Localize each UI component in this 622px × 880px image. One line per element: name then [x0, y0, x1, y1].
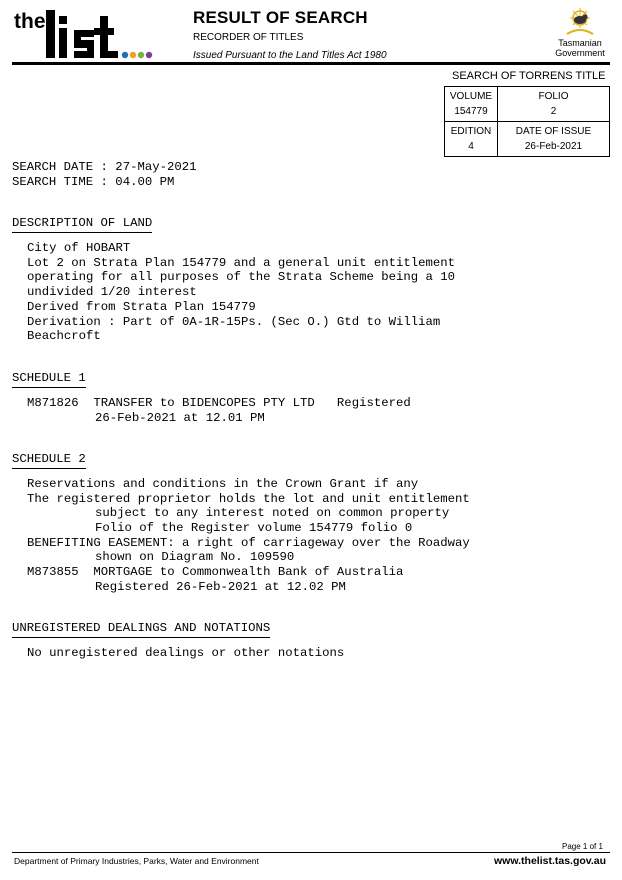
description-line: City of HOBART [27, 241, 131, 255]
edition-label: EDITION [450, 126, 492, 137]
volume-label: VOLUME [449, 91, 493, 102]
schedule1-line: M871826 TRANSFER to BIDENCOPES PTY LTD Registered [27, 396, 411, 410]
folio-cell [498, 87, 610, 122]
volume-value: 154779 [454, 106, 488, 117]
the-list-logo [14, 6, 154, 62]
description-line: undivided 1/20 interest [27, 285, 197, 299]
header-divider [12, 62, 610, 65]
schedule2-line: The registered proprietor holds the lot and unit entitlement [27, 492, 470, 506]
tasmanian-government-emblem [550, 6, 610, 64]
page-subtitle: RECORDER OF TITLES [193, 32, 304, 43]
description-heading: DESCRIPTION OF LAND [12, 216, 152, 233]
unregistered-heading: UNREGISTERED DEALINGS AND NOTATIONS [12, 621, 270, 638]
title-details-table [444, 86, 610, 157]
svg-text:the: the [14, 10, 46, 33]
description-line: Beachcroft [27, 329, 101, 343]
description-line: operating for all purposes of the Strata Scheme being a 10 [27, 270, 456, 284]
act-reference: Issued Pursuant to the Land Titles Act 1980 [193, 50, 387, 61]
edition-cell [445, 122, 498, 157]
folio-label: FOLIO [538, 91, 569, 102]
schedule2-line: subject to any interest noted on common property [95, 506, 450, 520]
schedule2-heading: SCHEDULE 2 [12, 452, 86, 469]
schedule2-line: BENEFITING EASEMENT: a right of carriageway over the Roadway [27, 536, 470, 550]
footer-divider [12, 852, 610, 853]
edition-value: 4 [468, 141, 474, 152]
page-number: Page 1 of 1 [562, 842, 603, 851]
schedule1-line: 26-Feb-2021 at 12.01 PM [95, 411, 265, 425]
emblem-icon [563, 6, 597, 38]
volume-cell [445, 87, 498, 122]
schedule2-line: Registered 26-Feb-2021 at 12.02 PM [95, 580, 346, 594]
schedule2-line: M873855 MORTGAGE to Commonwealth Bank of Australia [27, 565, 404, 579]
gov-line2: Government [555, 48, 605, 58]
date-of-issue-value: 26-Feb-2021 [524, 141, 583, 152]
search-date: SEARCH DATE : 27-May-2021 [12, 160, 197, 174]
website-link[interactable]: www.thelist.tas.gov.au [494, 855, 607, 867]
schedule2-line: Folio of the Register volume 154779 folio 0 [95, 521, 413, 535]
description-line: Derivation : Part of 0A-1R-15Ps. (Sec O.) Gtd to William [27, 315, 441, 329]
description-line: Lot 2 on Strata Plan 154779 and a general unit entitlement [27, 256, 456, 270]
torrens-title: SEARCH OF TORRENS TITLE [452, 70, 606, 82]
department-name: Department of Primary Industries, Parks, Water and Environment [14, 856, 259, 866]
schedule1-heading: SCHEDULE 1 [12, 371, 86, 388]
date-of-issue-cell [498, 122, 610, 157]
page-title: RESULT OF SEARCH [193, 8, 368, 27]
description-line: Derived from Strata Plan 154779 [27, 300, 256, 314]
search-time: SEARCH TIME : 04.00 PM [12, 175, 175, 189]
gov-line1: Tasmanian [558, 38, 602, 48]
schedule2-line: shown on Diagram No. 109590 [95, 550, 295, 564]
schedule2-line: Reservations and conditions in the Crown Grant if any [27, 477, 419, 491]
folio-value: 2 [550, 106, 557, 117]
date-of-issue-label: DATE OF ISSUE [515, 126, 592, 137]
unregistered-line: No unregistered dealings or other notations [27, 646, 345, 660]
